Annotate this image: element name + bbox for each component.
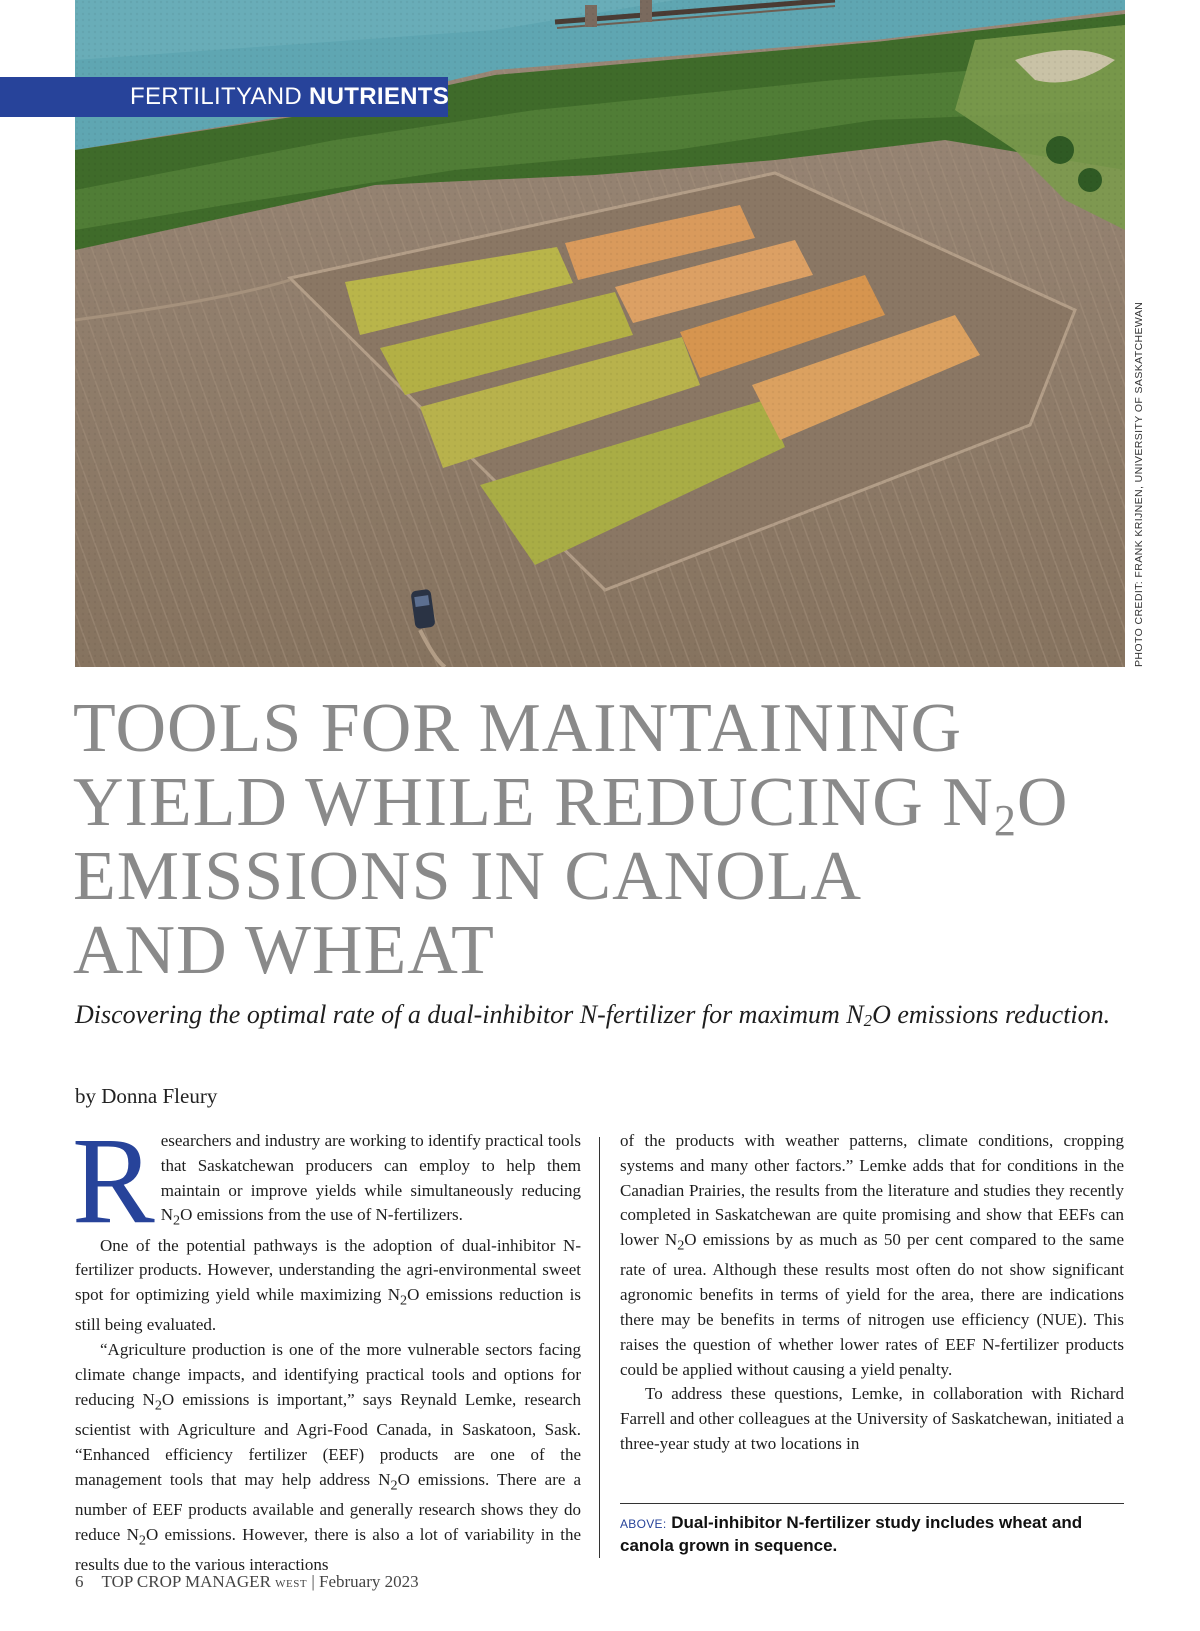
drop-cap: R: [72, 1112, 155, 1249]
headline-line-2-text: YIELD WHILE REDUCING N: [73, 764, 994, 841]
text-run: One of the potential pathways is the adoption of dual-inhibitor N-fertilizer products. However, understanding the agri-environmental sweet spot for optimizing yield while maximizing N: [75, 1235, 581, 1305]
photo-caption: [620, 1512, 1124, 1556]
body-column-left: [72, 1112, 582, 1578]
photo-credit: PHOTO CREDIT: FRANK KRIJNEN, UNIVERSITY OF SASKATCHEWAN: [1133, 301, 1145, 667]
text-run: of the products with weather patterns, climate conditions, cropping systems and many other factors.” Lemke adds that for conditions in the Canadian Prairies, the results from the literature and studies they recently completed in Saskatchewan are quite promising and show that EEFs can lower N: [620, 1131, 1124, 1250]
column-divider: [599, 1137, 600, 1558]
paragraph-2: [75, 1234, 581, 1339]
text-run: esearchers and industry are working to identify practical tools that Saskatchewan producers can employ to help them maintain or improve yields while simultaneously reducing N: [160, 1131, 581, 1225]
text-run: O emissions reduction is still being evaluated.: [75, 1285, 581, 1335]
subscript: 2: [677, 1237, 685, 1254]
headline-line-3: EMISSIONS IN CANOLA: [73, 838, 863, 915]
subscript: 2: [400, 1292, 408, 1309]
article-headline: [73, 692, 1133, 988]
text-run: O emissions from the use of N-fertilizers.: [180, 1205, 463, 1225]
caption-label: ABOVE:: [620, 1517, 667, 1531]
article-dek: [75, 1000, 1155, 1030]
caption-rule: [620, 1503, 1124, 1504]
headline-line-1: TOOLS FOR MAINTAINING: [73, 690, 963, 767]
issue-date: | February 2023: [311, 1572, 419, 1591]
text-run: O emissions by as much as 50 per cent compared to the same rate of urea. Although these results most often do not show significant agronomic benefits in terms of yield for the area, there are indications there may be benefits in terms of nitrogen use efficiency (NUE). This raises the question of whether lower rates of EEF N-fertilizer products could be applied without causing a yield penalty.: [620, 1230, 1124, 1379]
text-run: O emissions. There are a number of EEF products available and generally research shows they do reduce N: [75, 1469, 582, 1544]
headline-line-4: AND WHEAT: [73, 912, 495, 989]
headline-line-2-end: O: [1016, 764, 1069, 841]
text-run: O emissions. However, there is also a lot of variability in the results due to the various interactions: [75, 1524, 581, 1574]
paragraph-3-continued: [620, 1129, 1124, 1382]
byline: by Donna Fleury: [75, 1084, 218, 1108]
subscript: 2: [154, 1397, 162, 1414]
text-run: “Agriculture production is one of the more vulnerable sectors facing climate change impacts, and identifying practical tools and options for reducing N: [75, 1340, 581, 1409]
section-label-bold: NUTRIENTS: [309, 83, 450, 110]
body-column-right: [620, 1129, 1124, 1457]
edition-label: WEST: [275, 1578, 308, 1590]
section-label-light: FERTILITYAND: [130, 83, 310, 110]
dek-text: Discovering the optimal rate of a dual-inhibitor N-fertilizer for maximum N: [75, 1000, 864, 1029]
caption-text: Dual-inhibitor N-fertilizer study includes wheat and canola grown in sequence.: [620, 1513, 1083, 1555]
dek-text-end: O emissions reduction.: [872, 1000, 1111, 1029]
subscript: 2: [138, 1531, 146, 1548]
dek-subscript: 2: [863, 1011, 873, 1030]
text-run: O emissions is important,” says Reynald Lemke, research scientist with Agriculture and Agri-Food Canada, in Saskatoon, Sask. “Enhanced efficiency fertilizer (EEF) products are one of the management tools that may help address N: [75, 1389, 581, 1489]
page-footer: [75, 1572, 419, 1592]
subscript: 2: [173, 1212, 181, 1229]
section-banner: [0, 77, 448, 117]
subscript: 2: [390, 1476, 398, 1493]
page-number: 6: [75, 1572, 84, 1591]
paragraph-4: To address these questions, Lemke, in collaboration with Richard Farrell and other colleagues at the University of Saskatchewan, initiated a three-year study at two locations in: [620, 1384, 1124, 1453]
paragraph-3: [75, 1338, 581, 1577]
paragraph-1: [72, 1112, 581, 1249]
magazine-name: TOP CROP MANAGER: [101, 1572, 271, 1591]
headline-line-2: [73, 764, 1133, 845]
headline-subscript: 2: [993, 796, 1017, 845]
